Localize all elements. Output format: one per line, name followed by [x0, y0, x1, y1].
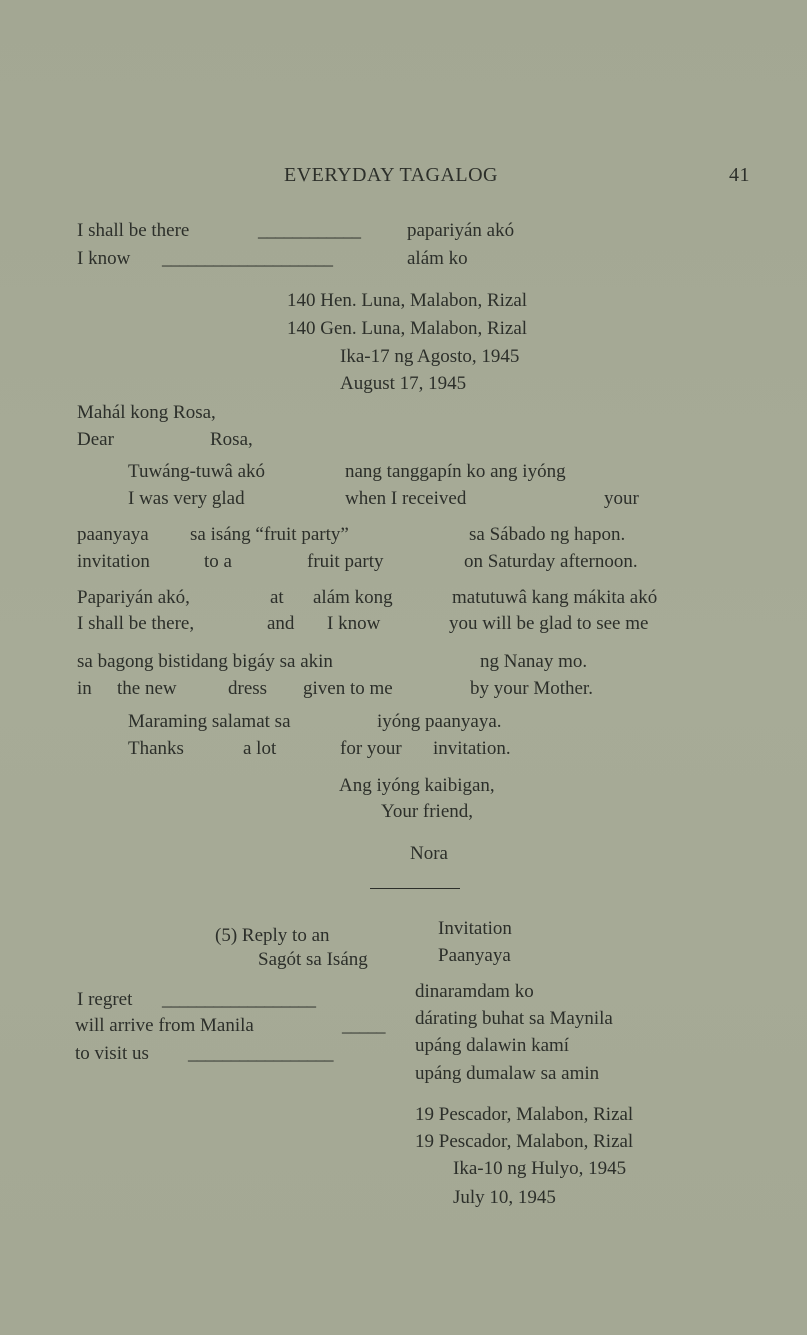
body-en: to a: [204, 551, 232, 572]
glossary-tl: upáng dalawin kamí: [415, 1035, 570, 1056]
section-title-tl: Paanyaya: [438, 945, 511, 966]
body-en: when I received: [345, 488, 467, 509]
glossary-tl: papariyán akó: [407, 220, 515, 241]
glossary-tl: dárating buhat sa Maynila: [415, 1008, 613, 1029]
salutation-tl: Mahál kong Rosa,: [77, 402, 216, 423]
body-en: the new: [117, 678, 177, 699]
body-tl: nang tanggapín ko ang iyóng: [345, 461, 566, 482]
glossary-tl: dinaramdam ko: [415, 981, 534, 1002]
address-en: 140 Gen. Luna, Malabon, Rizal: [287, 318, 528, 339]
address-tl: 19 Pescador, Malabon, Rizal: [415, 1104, 634, 1125]
section-title-en: Invitation: [438, 918, 512, 939]
body-tl: Tuwáng-tuwâ akó: [128, 461, 266, 482]
glossary-leader: ____________: [258, 220, 360, 241]
section-title-en: (5) Reply to an: [215, 925, 330, 946]
glossary-leader: ____________________: [162, 248, 332, 269]
body-en: on Saturday afternoon.: [464, 551, 638, 572]
salutation-en: Rosa,: [210, 429, 253, 450]
date-tl: Ika-17 ng Agosto, 1945: [340, 346, 520, 367]
body-tl: sa bagong bistidang bigáy sa akin: [77, 651, 333, 672]
body-tl: Papariyán akó,: [77, 587, 190, 608]
body-en: I know: [327, 613, 381, 634]
body-tl: sa Sábado ng hapon.: [469, 524, 626, 545]
section-divider: [370, 888, 460, 889]
date-en: July 10, 1945: [453, 1187, 556, 1208]
glossary-en: I shall be there: [77, 220, 190, 241]
signature: Nora: [410, 843, 448, 864]
body-tl: Maraming salamat sa: [128, 711, 291, 732]
body-en: and: [267, 613, 295, 634]
body-en: given to me: [303, 678, 393, 699]
glossary-en: I regret: [77, 989, 133, 1010]
page-number: 41: [729, 164, 750, 186]
body-en: invitation: [77, 551, 150, 572]
glossary-leader: _____: [342, 1015, 385, 1036]
body-tl: matutuwâ kang mákita akó: [452, 587, 658, 608]
body-tl: sa isáng “fruit party”: [190, 524, 349, 545]
address-tl: 140 Hen. Luna, Malabon, Rizal: [287, 290, 528, 311]
glossary-leader: __________________: [162, 989, 315, 1010]
date-tl: Ika-10 ng Hulyo, 1945: [453, 1158, 627, 1179]
glossary-en: to visit us: [75, 1043, 149, 1064]
body-en: I shall be there,: [77, 613, 195, 634]
body-en: you will be glad to see me: [449, 613, 649, 634]
glossary-tl: upáng dumalaw sa amin: [415, 1063, 600, 1084]
closing-tl: Ang iyóng kaibigan,: [339, 775, 495, 796]
body-en: a lot: [243, 738, 277, 759]
body-tl: at: [270, 587, 284, 608]
body-en: in: [77, 678, 92, 699]
glossary-tl: alám ko: [407, 248, 468, 269]
body-en: by your Mother.: [470, 678, 593, 699]
body-en: for your: [340, 738, 402, 759]
running-header: EVERYDAY TAGALOG: [284, 164, 498, 186]
address-en: 19 Pescador, Malabon, Rizal: [415, 1131, 634, 1152]
body-en: I was very glad: [128, 488, 245, 509]
glossary-en: I know: [77, 248, 131, 269]
body-en: invitation.: [433, 738, 511, 759]
body-tl: ng Nanay mo.: [480, 651, 588, 672]
body-tl: alám kong: [313, 587, 393, 608]
salutation-en: Dear: [77, 429, 114, 450]
closing-en: Your friend,: [381, 801, 474, 822]
glossary-en: will arrive from Manila: [75, 1015, 254, 1036]
section-title-tl: Sagót sa Isáng: [258, 949, 368, 970]
body-en: your: [604, 488, 639, 509]
date-en: August 17, 1945: [340, 373, 467, 394]
body-tl: paanyaya: [77, 524, 149, 545]
body-en: Thanks: [128, 738, 184, 759]
body-tl: iyóng paanyaya.: [377, 711, 502, 732]
glossary-leader: _________________: [188, 1043, 333, 1064]
body-en: dress: [228, 678, 268, 699]
body-en: fruit party: [307, 551, 384, 572]
